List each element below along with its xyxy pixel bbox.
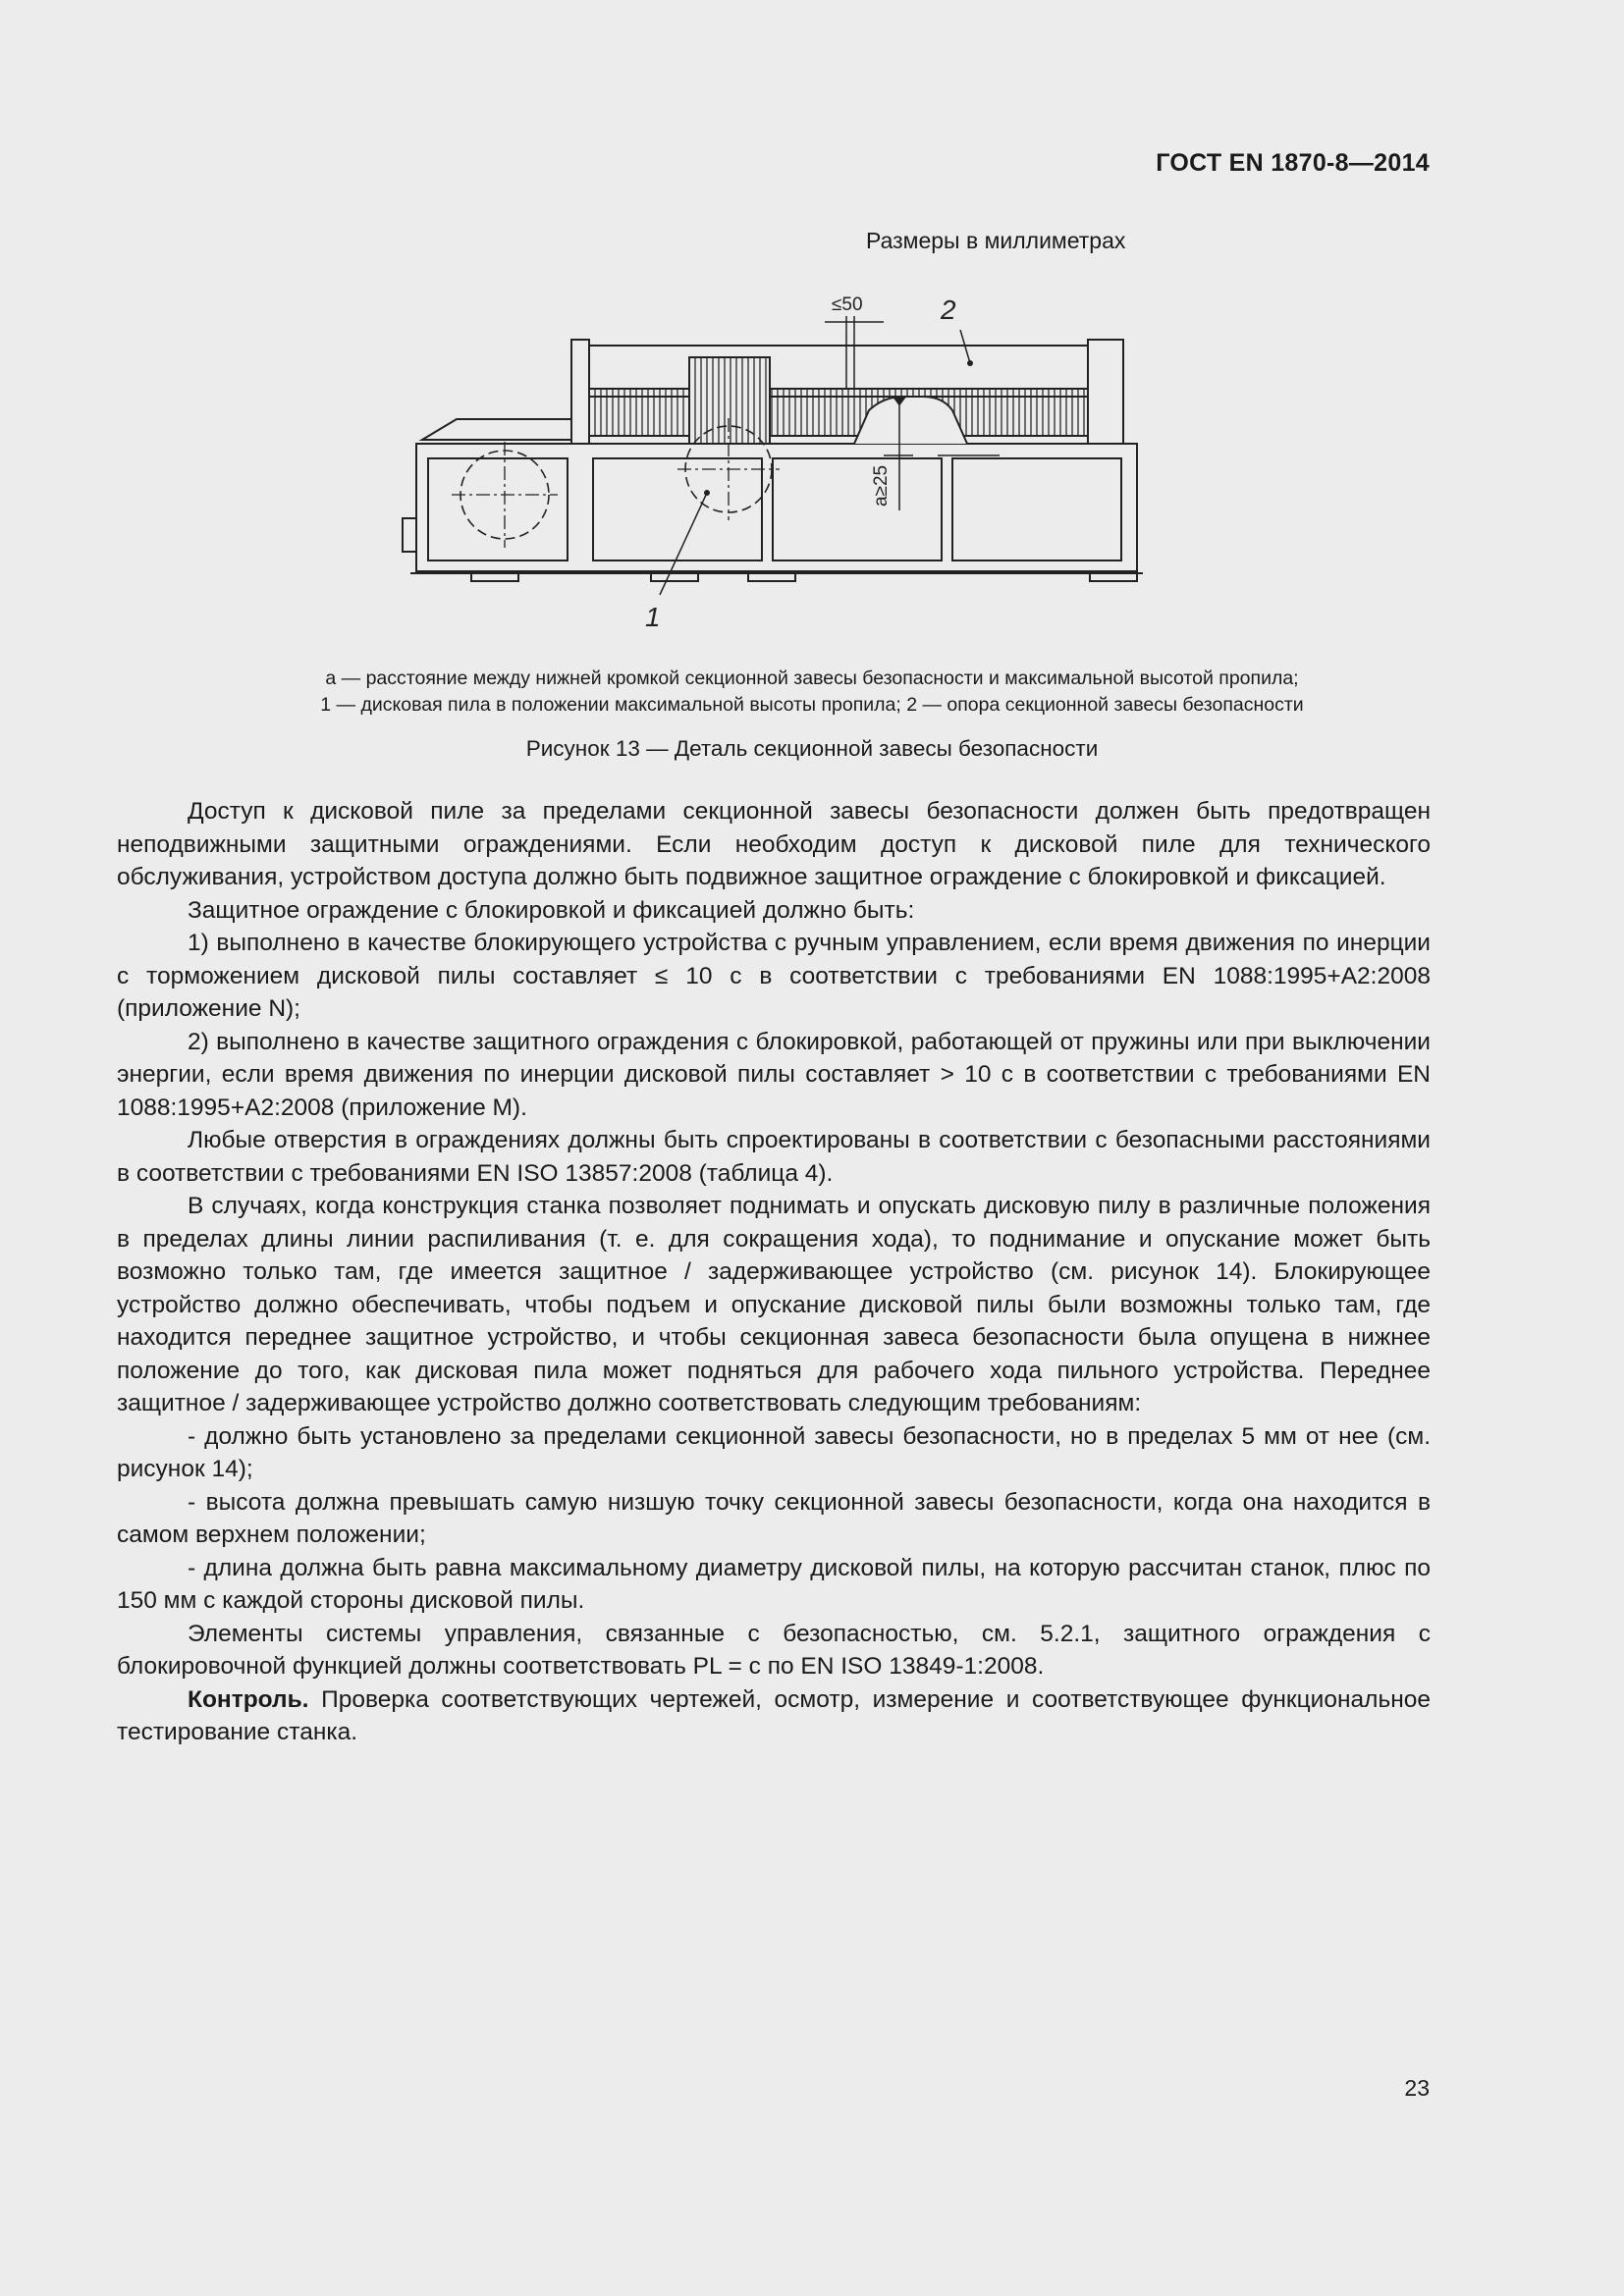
paragraph: - должно быть установлено за пределами секционной завесы безопасности, но в пределах 5 мм от нее (см. рисунок 14); — [117, 1422, 1431, 1482]
control-label: Контроль. — [188, 1685, 309, 1713]
figure-13-drawing — [393, 287, 1159, 640]
paragraph: - длина должна быть равна максимальному диаметру дисковой пилы, на которую рассчитан станок, плюс по 150 мм с каждой стороны дисковой пилы. — [117, 1554, 1431, 1614]
figure-caption: Рисунок 13 — Деталь секционной завесы безопасности — [525, 736, 1099, 761]
paragraph: В случаях, когда конструкция станка позволяет поднимать и опускать дисковую пилу в различные положения в пределах длины линии распиливания (т. е. для сокращения хода), то поднимание и опускание может быть возможно только там, где имеется защитное / задерживающее устройство (см. рисунок 14). Блокирующее устройство должно обеспечивать, чтобы подъем и опускание дисковой пилы были возможны только там, где находится переднее защитное устройство, и чтобы секционная завеса безопасности была опущена в нижнее положение до того, как дисковая пила может подняться для рабочего хода пильного устройства. Переднее защитное / задерживающее устройство должно соответствовать следующим требованиям: — [117, 1193, 1431, 1416]
dim-side-label: a≥25 — [871, 464, 892, 507]
paragraph: - высота должна превышать самую низшую точку секционной завесы безопасности, когда она находится в самом верхнем положении; — [117, 1488, 1431, 1548]
control-paragraph — [117, 1683, 1431, 1749]
figure-legend-line-2: 1 — дисковая пила в положении максимальной высоты пропила; 2 — опора секционной завесы безопасности — [320, 694, 1304, 716]
paragraph: Элементы системы управления, связанные с безопасностью, см. 5.2.1, защитного ограждения с блокировочной функцией должны соответствовать PL = c по EN ISO 13849-1:2008. — [117, 1620, 1431, 1680]
document-header: ГОСТ EN 1870-8—2014 — [1156, 149, 1430, 177]
control-text: Проверка соответствующих чертежей, осмотр, измерение и соответствующее функциональное тестирование станка. — [117, 1685, 1431, 1745]
dim-top-label: ≤50 — [832, 294, 863, 315]
callout-2: 2 — [941, 294, 956, 325]
paragraph: Любые отверстия в ограждениях должны быть спроектированы в соответствии с безопасными расстояниями в соответствии с требованиями EN ISO 13857:2008 (таблица 4). — [117, 1127, 1431, 1187]
figure-legend-line-1: a — расстояние между нижней кромкой секционной завесы безопасности и максимальной высотой пропила; — [325, 667, 1299, 689]
paragraph: Защитное ограждение с блокировкой и фиксацией должно быть: — [188, 896, 915, 924]
paragraph: Доступ к дисковой пиле за пределами секционной завесы безопасности должен быть предотвращен неподвижными защитными ограждениями. Если необходим доступ к дисковой пиле для технического обслуживания, устройством доступа должно быть подвижное защитное ограждение с блокировкой и фиксацией. — [117, 798, 1431, 890]
paragraph: 1) выполнено в качестве блокирующего устройства с ручным управлением, если время движения по инерции с торможением дисковой пилы составляет ≤ 10 с в соответствии с требованиями EN 1088:1995+A2:2008 (приложение N); — [117, 930, 1431, 1022]
page-number: 23 — [1404, 2075, 1430, 2101]
paragraph: 2) выполнено в качестве защитного ограждения с блокировкой, работающей от пружины или при выключении энергии, если время движения по инерции дисковой пилы составляет > 10 с в соответствии с требованиями EN 1088:1995+A2:2008 (приложение M). — [117, 1028, 1431, 1121]
dimensions-note: Размеры в миллиметрах — [866, 228, 1126, 253]
callout-1: 1 — [645, 602, 661, 632]
body-text — [117, 795, 1431, 1749]
